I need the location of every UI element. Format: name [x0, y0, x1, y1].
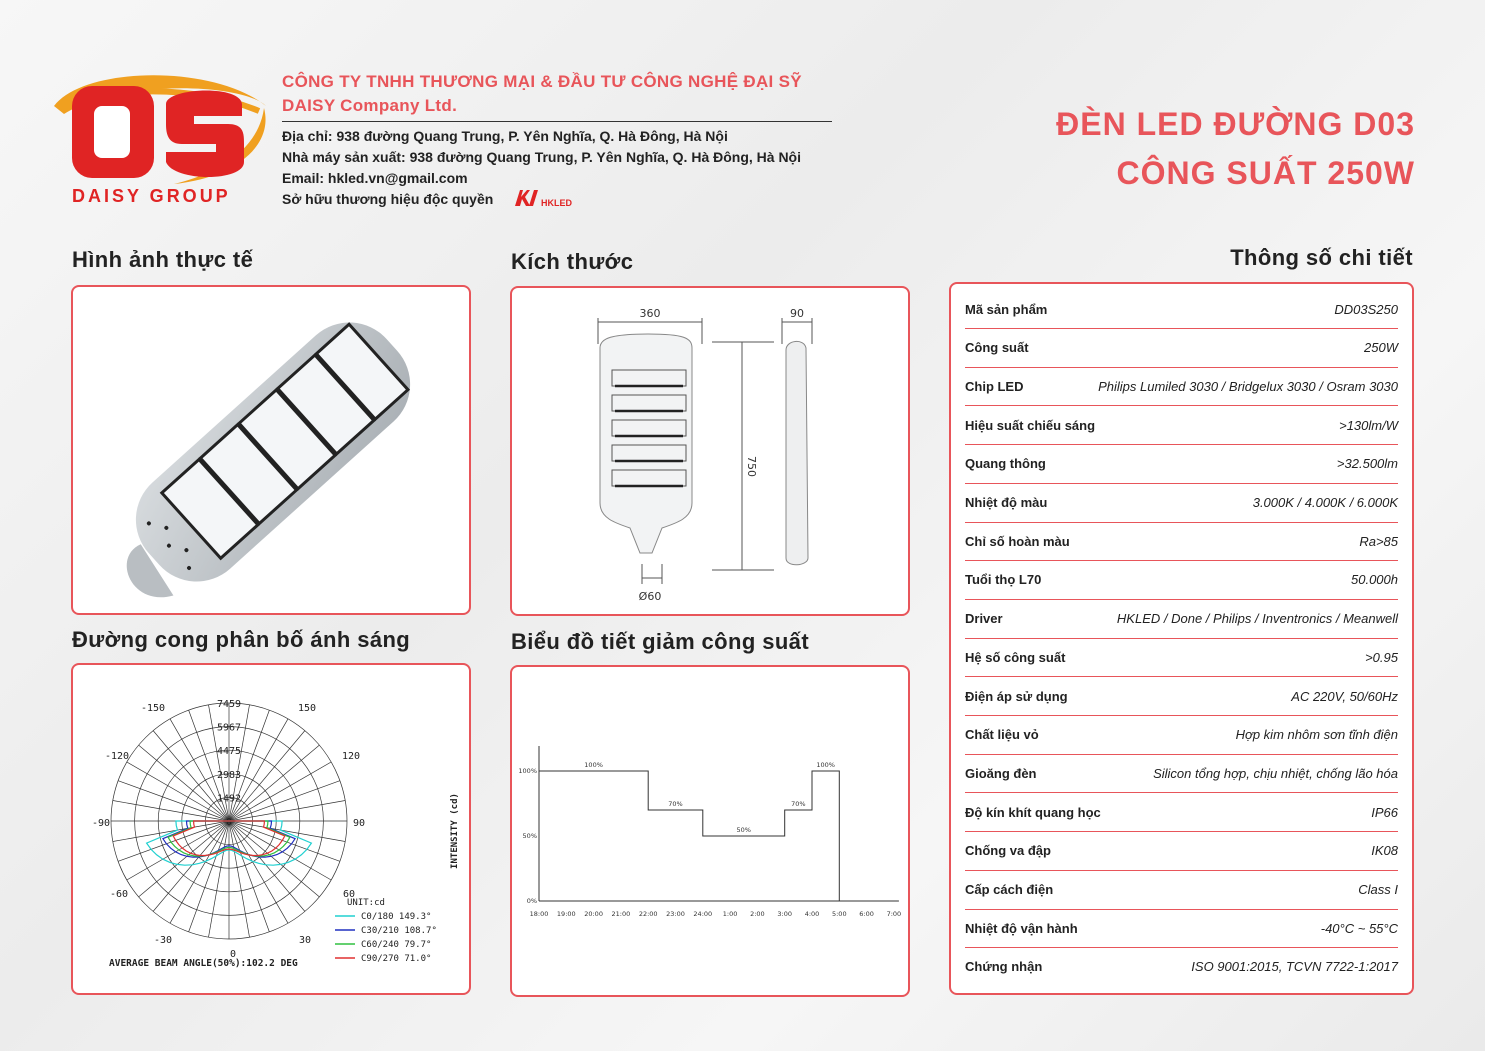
polar-legend-label: C60/240 79.7°	[361, 940, 432, 950]
polar-diagram	[73, 665, 469, 993]
polar-ring-label: 2983	[216, 769, 242, 781]
spec-value: 3.000K / 4.000K / 6.000K	[1252, 495, 1398, 510]
company-name-en: DAISY Company Ltd.	[282, 96, 458, 115]
specs-box	[949, 282, 1414, 995]
polar-angle-label: -60	[109, 889, 129, 900]
section-title-dimensions: Kích thước	[511, 249, 634, 274]
spec-row	[965, 290, 1398, 329]
brand-owner-text: Sở hữu thương hiệu độc quyền	[282, 191, 494, 207]
spec-label: Chất liệu vỏ	[965, 727, 1039, 743]
polar-ring-label: 0	[225, 817, 233, 828]
spec-row	[965, 522, 1398, 561]
spec-value: Class I	[1358, 882, 1398, 897]
polar-angle-label: 60	[342, 889, 356, 900]
section-title-light-curve: Đường cong phân bố ánh sáng	[72, 627, 411, 652]
polar-ring-label: 5967	[216, 722, 242, 734]
company-name: CÔNG TY TNHH THƯƠNG MẠI & ĐẦU TƯ CÔNG NGHỆ ĐẠI SỸ	[282, 72, 802, 91]
dimming-chart-box	[510, 665, 910, 997]
dim-diameter-label: Ø60	[638, 590, 662, 603]
spec-row	[965, 871, 1398, 910]
x-tick-label: 19:00	[556, 910, 576, 918]
company-address: Địa chỉ: 938 đường Quang Trung, P. Yên Nghĩa, Q. Hà Đông, Hà Nội	[282, 128, 728, 144]
spec-label: Công suất	[965, 340, 1029, 356]
x-tick-label: 20:00	[584, 910, 603, 918]
spec-value: Silicon tổng hợp, chịu nhiệt, chống lão hóa	[1153, 765, 1398, 781]
x-tick-label: 5:00	[831, 910, 847, 918]
section-title-photo: Hình ảnh thực tế	[72, 247, 254, 272]
y-tick-label: 50%	[522, 832, 537, 840]
x-tick-label: 24:00	[693, 910, 713, 918]
spec-value: ISO 9001:2015, TCVN 7722-1:2017	[1191, 959, 1398, 975]
spec-row	[965, 484, 1398, 523]
polar-angle-label: 0	[229, 949, 237, 960]
spec-value: >32.500lm	[1336, 456, 1398, 472]
segment-label: 50%	[736, 826, 751, 834]
spec-label: Quang thông	[965, 456, 1046, 472]
polar-angle-label: 30	[298, 935, 312, 946]
polar-angle-label: -120	[104, 751, 130, 762]
dim-width-label: 360	[639, 307, 661, 320]
polar-ring-label: 1492	[216, 793, 242, 805]
spec-label: Hiệu suất chiếu sáng	[965, 417, 1096, 433]
x-tick-label: 21:00	[611, 910, 631, 918]
spec-value: IP66	[1371, 804, 1398, 820]
hk-mark-icon	[514, 188, 540, 208]
dimming-chart	[512, 667, 908, 995]
spec-label: Chỉ số hoàn màu	[965, 533, 1070, 549]
polar-ring-label: 7459	[216, 699, 242, 710]
hkled-logo	[514, 188, 572, 208]
spec-row	[965, 909, 1398, 948]
dimming-step-line	[539, 771, 839, 901]
spec-value: AC 220V, 50/60Hz	[1291, 688, 1398, 704]
company-email[interactable]: Email: hkled.vn@gmail.com	[282, 170, 468, 186]
x-tick-label: 18:00	[529, 910, 549, 918]
spec-label: Hệ số công suất	[965, 649, 1066, 665]
dimensions-box	[510, 286, 910, 616]
spec-row	[965, 367, 1398, 406]
light-distribution-box	[71, 663, 471, 995]
spec-label: Chứng nhận	[965, 959, 1043, 975]
dimension-drawing	[512, 288, 908, 614]
spec-row	[965, 754, 1398, 793]
spec-label: Nhiệt độ màu	[965, 495, 1048, 510]
spec-value: Philips Lumiled 3030 / Bridgelux 3030 / Osram 3030	[1098, 378, 1398, 394]
header-divider	[282, 121, 832, 122]
section-title-dimming: Biểu đồ tiết giảm công suất	[511, 629, 810, 654]
polar-angle-label: 150	[297, 703, 317, 714]
spec-row	[965, 793, 1398, 832]
segment-label: 70%	[668, 800, 683, 808]
spec-label: Điện áp sử dụng	[965, 688, 1068, 704]
x-tick-label: 1:00	[722, 910, 738, 918]
factory-address: Nhà máy sản xuất: 938 đường Quang Trung, P. Yên Nghĩa, Q. Hà Đông, Hà Nội	[282, 149, 801, 165]
beam-angle-text: AVERAGE BEAM ANGLE(50%):102.2 DEG	[109, 958, 298, 969]
segment-label: 100%	[584, 761, 603, 769]
x-tick-label: 7:00	[886, 910, 902, 918]
hkled-brand-text: HKLED	[541, 198, 572, 208]
polar-unit: UNIT:cd	[347, 898, 385, 908]
spec-value: DD03S250	[1334, 301, 1398, 317]
spec-value: IK08	[1371, 843, 1398, 859]
x-tick-label: 4:00	[804, 910, 820, 918]
logo-group-text: DAISY GROUP	[72, 186, 231, 206]
product-title-line1: ĐÈN LED ĐƯỜNG D03	[1056, 106, 1415, 142]
spec-value: Hợp kim nhôm sơn tĩnh điện	[1235, 727, 1398, 743]
x-tick-label: 23:00	[666, 910, 685, 918]
spec-label: Nhiệt độ vận hành	[965, 920, 1078, 936]
polar-ring-label: 4475	[216, 746, 242, 758]
dim-depth-label: 90	[790, 307, 804, 320]
segment-label: 100%	[816, 761, 835, 769]
product-photo-box	[71, 285, 471, 615]
spec-label: Cấp cách điện	[965, 882, 1054, 897]
spec-value: 250W	[1364, 340, 1398, 356]
spec-label: Chống va đập	[965, 843, 1051, 859]
polar-axis-label: INTENSITY (cd)	[450, 793, 460, 869]
x-tick-label: 3:00	[777, 910, 793, 918]
spec-label: Chip LED	[965, 378, 1024, 394]
spec-value: 50.000h	[1351, 572, 1398, 588]
polar-angle-label: 120	[341, 751, 361, 762]
y-tick-label: 0%	[526, 897, 537, 905]
company-logo	[44, 66, 274, 216]
street-light-photo	[73, 287, 469, 613]
y-tick-label: 100%	[518, 767, 537, 775]
spec-label: Driver	[965, 611, 1003, 627]
segment-label: 70%	[791, 800, 806, 808]
x-tick-label: 2:00	[750, 910, 765, 918]
spec-label: Mã sản phẩm	[965, 301, 1048, 317]
spec-row	[965, 406, 1398, 445]
spec-row	[965, 716, 1398, 755]
spec-value: HKLED / Done / Philips / Inventronics / Meanwell	[1116, 611, 1398, 627]
dim-length-label: 750	[745, 456, 758, 477]
spec-label: Tuổi thọ L70	[965, 572, 1042, 588]
spec-row	[965, 638, 1398, 677]
x-tick-label: 6:00	[859, 910, 874, 918]
polar-legend-label: C0/180 149.3°	[361, 912, 432, 922]
spec-row	[965, 832, 1398, 871]
spec-row	[965, 600, 1398, 639]
x-tick-label: 22:00	[638, 910, 658, 918]
spec-label: Gioăng đèn	[965, 765, 1037, 781]
spec-value: >130lm/W	[1339, 417, 1398, 433]
spec-row	[965, 948, 1398, 986]
polar-legend-label: C30/210 108.7°	[361, 926, 437, 936]
spec-row	[965, 677, 1398, 716]
section-title-specs: Thông số chi tiết	[1230, 245, 1413, 270]
spec-row	[965, 445, 1398, 484]
product-title-line2: CÔNG SUẤT 250W	[1116, 155, 1415, 191]
spec-row	[965, 329, 1398, 368]
spec-value: -40°C ~ 55°C	[1320, 920, 1398, 936]
spec-value: Ra>85	[1359, 533, 1398, 549]
polar-angle-label: -150	[140, 703, 166, 714]
spec-row	[965, 561, 1398, 600]
polar-angle-label: -30	[153, 935, 173, 946]
spec-value: >0.95	[1365, 649, 1398, 665]
polar-angle-label: 90	[352, 818, 366, 829]
polar-legend-label: C90/270 71.0°	[361, 954, 432, 964]
polar-angle-label: -90	[91, 818, 111, 829]
spec-label: Độ kín khít quang học	[965, 804, 1101, 820]
